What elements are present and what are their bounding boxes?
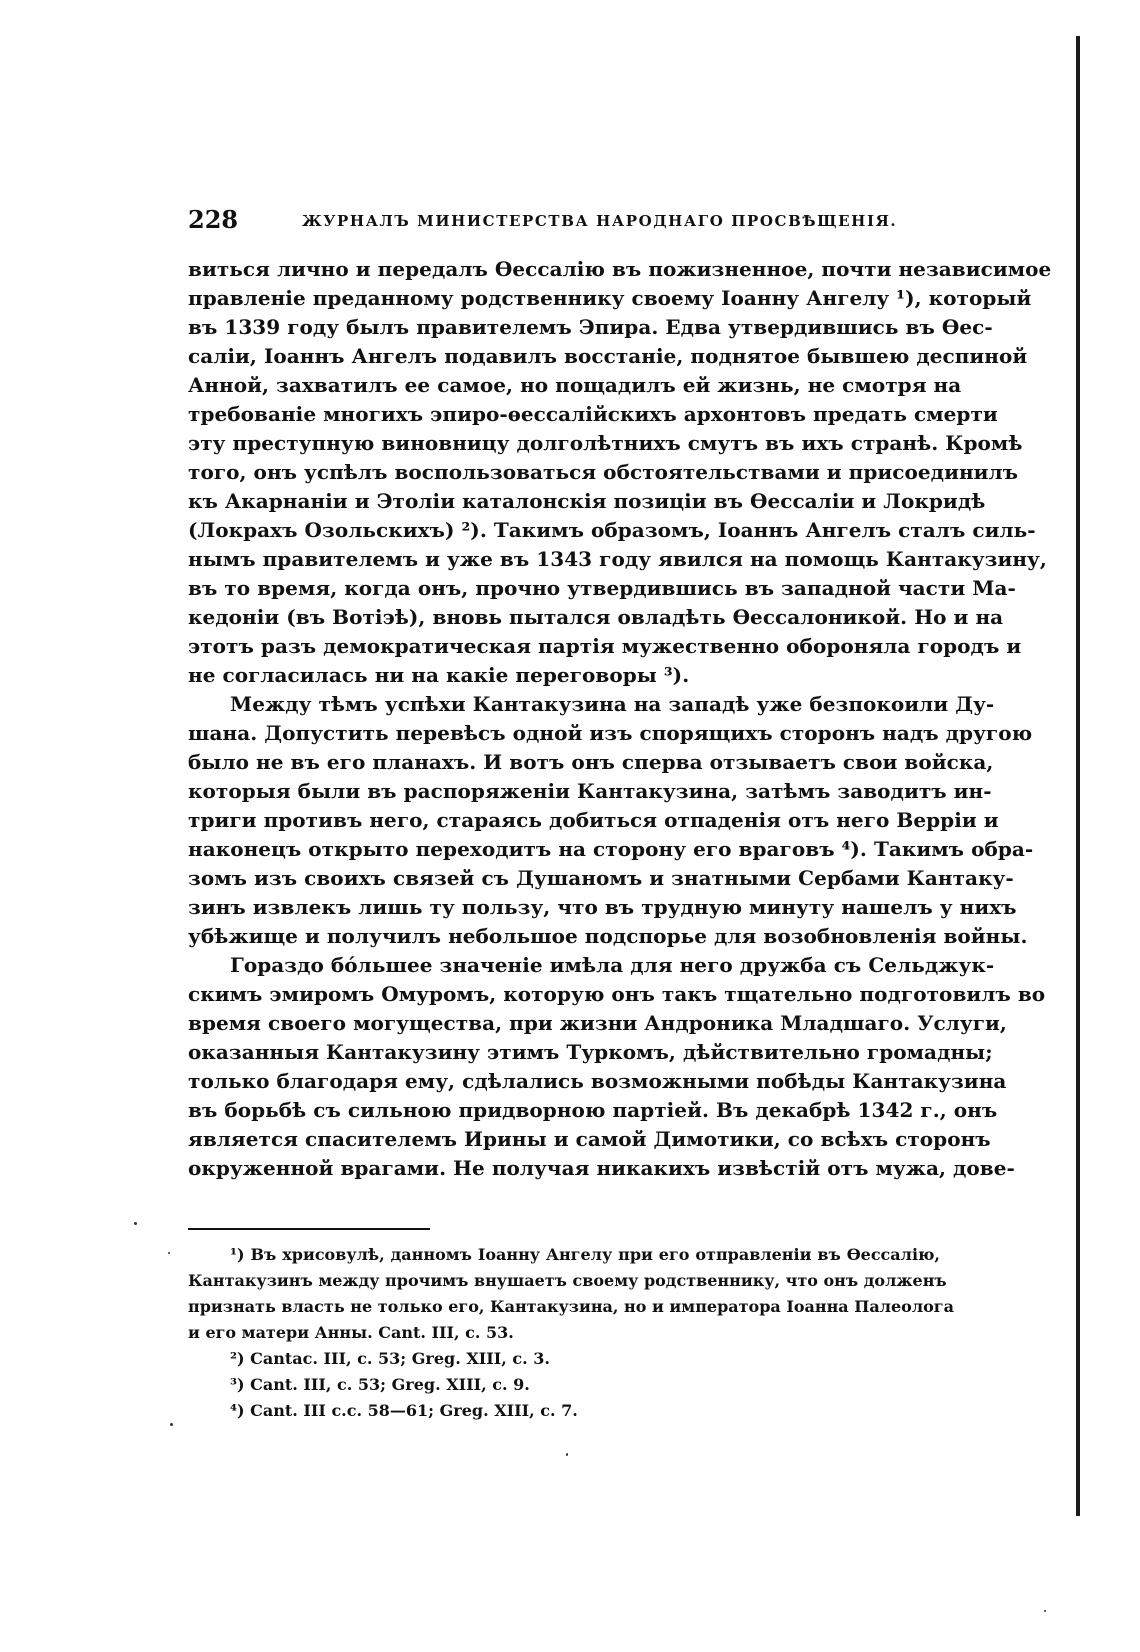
- scan-speck: [1044, 1610, 1046, 1612]
- text-line: того, онъ успѣлъ воспользоваться обстоятельствами и присоединилъ: [188, 460, 1019, 484]
- text-line: этотъ разъ демократическая партія мужественно обороняла городъ и: [188, 634, 1022, 658]
- text-line: кедоніи (въ Вотіэѣ), вновь пытался овладѣть Ѳессалоникой. Но и на: [188, 605, 1004, 629]
- footnote-line: ³) Cant. III, c. 53; Greg. XIII, c. 9.: [230, 1375, 530, 1394]
- footnote-line: и его матери Анны. Cant. III, c. 53.: [188, 1323, 514, 1342]
- footnote-line: Кантакузинъ между прочимъ внушаетъ своему родственнику, что онъ долженъ: [188, 1271, 947, 1290]
- text-line: скимъ эмиромъ Омуромъ, которую онъ такъ тщательно подготовилъ во: [188, 982, 1046, 1006]
- text-line: зомъ изъ своихъ связей съ Душаномъ и знатными Сербами Кантаку-: [188, 866, 1014, 890]
- text-line: окруженной врагами. Не получая никакихъ извѣстій отъ мужа, дове-: [188, 1156, 1015, 1180]
- text-line: триги противъ него, стараясь добиться отпаденія отъ него Верріи и: [188, 808, 999, 832]
- text-line: является спасителемъ Ирины и самой Димотики, со всѣхъ сторонъ: [188, 1127, 991, 1151]
- running-title: ЖУРНАЛЪ МИНИСТЕРСТВА НАРОДНАГО ПРОСВѢЩЕНІЯ.: [302, 212, 898, 230]
- footnote-line: ²) Cantac. III, c. 53; Greg. XIII, c. 3.: [230, 1349, 550, 1368]
- footnote-line: ⁴) Cant. III c.c. 58—61; Greg. XIII, c. 7.: [230, 1401, 578, 1420]
- text-line: къ Акарнаніи и Этоліи каталонскія позиціи въ Ѳессаліи и Локридѣ: [188, 489, 986, 513]
- text-line: наконецъ открыто переходитъ на сторону его враговъ ⁴). Такимъ обра-: [188, 837, 1034, 861]
- main-text: [188, 255, 1052, 1183]
- text-line: (Локрахъ Озольскихъ) ²). Такимъ образомъ, Іоаннъ Ангелъ сталъ силь-: [188, 518, 1036, 542]
- text-line: оказанныя Кантакузину этимъ Туркомъ, дѣйствительно громадны;: [188, 1040, 993, 1064]
- text-line: саліи, Іоаннъ Ангелъ подавилъ восстаніе, поднятое бывшею деспиной: [188, 344, 1028, 368]
- text-line: эту преступную виновницу долголѣтнихъ смутъ въ ихъ странѣ. Кромѣ: [188, 431, 1023, 455]
- text-line: которыя были въ распоряженіи Кантакузина, затѣмъ заводитъ ин-: [188, 779, 992, 803]
- text-line: только благодаря ему, сдѣлались возможными побѣды Кантакузина: [188, 1069, 1007, 1093]
- text-line: требованіе многихъ эпиро-ѳессалійскихъ архонтовъ предать смерти: [188, 402, 998, 426]
- text-line: въ 1339 году былъ правителемъ Эпира. Едва утвердившись въ Ѳес-: [188, 315, 993, 339]
- text-line: не согласилась ни на какіе переговоры ³).: [188, 663, 690, 687]
- text-line: Между тѣмъ успѣхи Кантакузина на западѣ уже безпокоили Ду-: [230, 692, 995, 716]
- footnote-line: признать власть не только его, Кантакузина, но и императора Іоанна Палеолога: [188, 1297, 954, 1316]
- scan-speck: [134, 1222, 137, 1225]
- text-line: нымъ правителемъ и уже въ 1343 году явился на помощь Кантакузину,: [188, 547, 1047, 571]
- text-line: виться лично и передалъ Ѳессалію въ пожизненное, почти независимое: [188, 257, 1052, 281]
- text-line: правленіе преданному родственнику своему Іоанну Ангелу ¹), который: [188, 286, 1032, 310]
- page-edge-rule: [1076, 36, 1080, 1516]
- text-line: въ то время, когда онъ, прочно утвердившись въ западной части Ма-: [188, 576, 1016, 600]
- text-line: въ борьбѣ съ сильною придворною партіей. Въ декабрѣ 1342 г., онъ: [188, 1098, 998, 1122]
- scan-speck: [168, 1252, 170, 1254]
- text-line: было не въ его планахъ. И вотъ онъ сперва отзываетъ свои войска,: [188, 750, 994, 774]
- footnote-separator: [188, 1228, 430, 1230]
- text-line: убѣжище и получилъ небольшое подспорье для возобновленія войны.: [188, 924, 1028, 948]
- page-number: 228: [188, 205, 239, 234]
- text-line: шана. Допустить перевѣсъ одной изъ спорящихъ сторонъ надъ другою: [188, 721, 1033, 745]
- text-line: Гораздо бóльшее значеніе имѣла для него дружба съ Сельджук-: [230, 953, 995, 977]
- scan-speck: [566, 1453, 568, 1456]
- footnotes: [188, 1242, 954, 1424]
- text-line: зинъ извлекъ лишь ту пользу, что въ трудную минуту нашелъ у нихъ: [188, 895, 1017, 919]
- scan-speck: [170, 1423, 173, 1426]
- footnote-line: ¹) Въ хрисовулѣ, данномъ Іоанну Ангелу при его отправленіи въ Ѳессалію,: [230, 1245, 940, 1264]
- text-line: Анной, захватилъ ее самое, но пощадилъ ей жизнь, не смотря на: [188, 373, 962, 397]
- page-header: [188, 204, 898, 236]
- text-line: время своего могущества, при жизни Андроника Младшаго. Услуги,: [188, 1011, 1007, 1035]
